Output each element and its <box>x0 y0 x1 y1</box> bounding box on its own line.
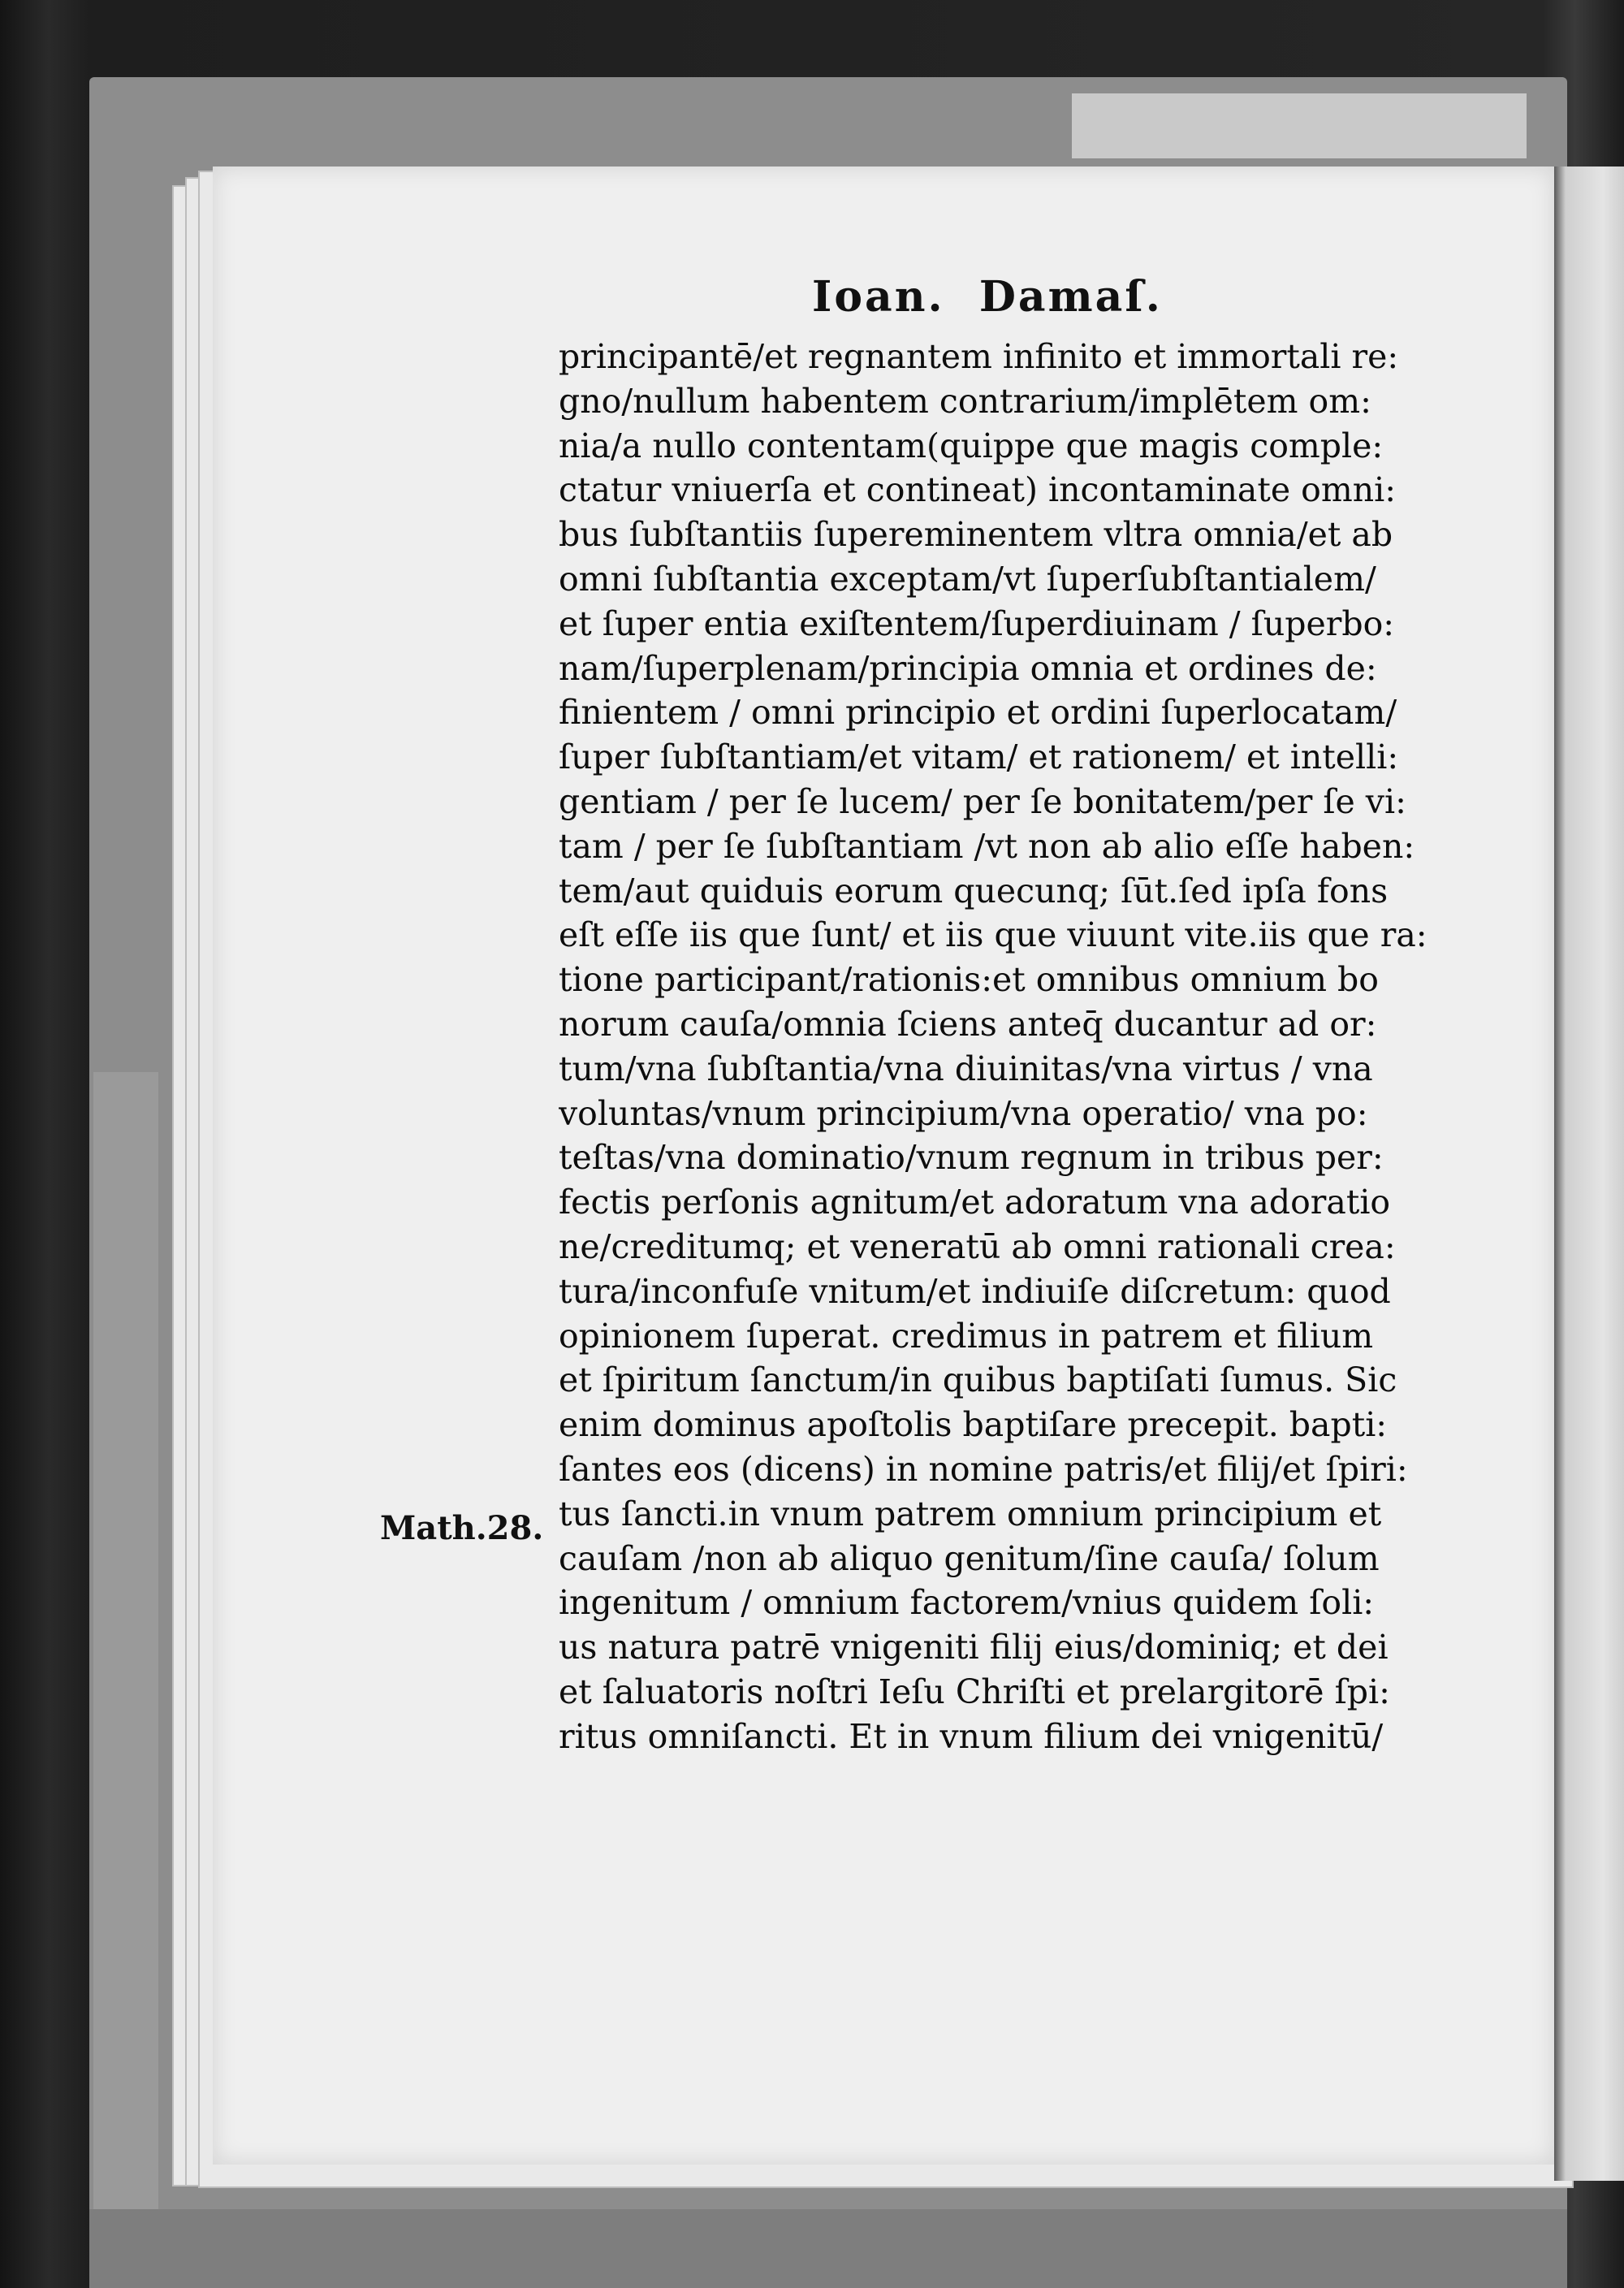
text-line: teſtas/vna dominatio/vnum regnum in tribus per: <box>559 1138 1384 1178</box>
cover-strip <box>1072 93 1527 158</box>
text-line: gentiam / per ſe lucem/ per ſe bonitatem/per ſe vi: <box>559 781 1406 821</box>
text-line: ne/creditumq; et veneratū ab omni rationali crea: <box>559 1226 1396 1266</box>
running-head: Ioan. Damaſ. <box>812 272 1163 322</box>
cover-bottom-edge <box>89 2209 1567 2288</box>
body-text <box>559 335 1460 1759</box>
text-line: et ſaluatoris noſtri Ieſu Chriſti et prelargitorē ſpi: <box>559 1672 1390 1711</box>
text-line: finientem / omni principio et ordini ſuperlocatam/ <box>559 693 1397 733</box>
text-line: fectis perſonis agnitum/et adoratum vna adoratio <box>559 1183 1391 1222</box>
text-line: principantē/et regnantem infinito et immortali re: <box>559 337 1399 376</box>
text-line: tione participant/rationis:et omnibus omnium bo <box>559 960 1379 1000</box>
text-line: bus ſubſtantiis ſupereminentem vltra omnia/et ab <box>559 515 1393 555</box>
text-line: ctatur vniuerſa et contineat) incontaminate omni: <box>559 470 1397 510</box>
text-line: ingenitum / omnium factorem/vnius quidem ſoli: <box>559 1583 1375 1623</box>
text-line: ſuper ſubſtantiam/et vitam/ et rationem/ et intelli: <box>559 737 1399 777</box>
text-line: omni ſubſtantia exceptam/vt ſuperſubſtantialem/ <box>559 559 1376 599</box>
text-line: nam/ſuperplenam/principia omnia et ordines de: <box>559 648 1377 688</box>
margin-note: Math.28. <box>380 1509 544 1547</box>
text-line: gno/nullum habentem contrarium/implētem om: <box>559 381 1371 421</box>
text-line: voluntas/vnum principium/vna operatio/ vna po: <box>559 1093 1368 1133</box>
text-line: tum/vna ſubſtantia/vna diuinitas/vna virtus / vna <box>559 1049 1373 1088</box>
text-line: et ſpiritum ſanctum/in quibus baptiſati ſumus. Sic <box>559 1360 1397 1400</box>
text-line: norum cauſa/omnia ſciens anteq̄ ducantur ad or: <box>559 1004 1377 1044</box>
text-line: us natura patrē vnigeniti filij eius/dominiq; et dei <box>559 1628 1389 1667</box>
text-line: enim dominus apoſtolis baptiſare precepit. bapti: <box>559 1405 1388 1445</box>
text-line: ſantes eos (dicens) in nomine patris/et filij/et ſpiri: <box>559 1449 1408 1489</box>
facing-page-edge <box>1554 167 1624 2181</box>
text-line: tam / per ſe ſubſtantiam /vt non ab alio eſſe haben: <box>559 826 1415 866</box>
text-line: ritus omniſancti. Et in vnum filium dei vnigenitū/ <box>559 1716 1384 1756</box>
cover-left-edge <box>93 1072 158 2282</box>
text-line: opinionem ſuperat. credimus in patrem et filium <box>559 1316 1374 1356</box>
text-line: et ſuper entia exiſtentem/ſuperdiuinam / ſuperbo: <box>559 603 1395 643</box>
text-line: tura/inconfuſe vnitum/et indiuiſe diſcretum: quod <box>559 1271 1391 1311</box>
text-line: tem/aut quiduis eorum quecunq; ſūt.ſed ipſa fons <box>559 871 1389 910</box>
text-line: cauſam /non ab aliquo genitum/ſine cauſa/ ſolum <box>559 1538 1380 1578</box>
text-line: nia/a nullo contentam(quippe que magis comple: <box>559 426 1384 465</box>
text-line: tus ſancti.in vnum patrem omnium principium et <box>559 1494 1382 1533</box>
text-line: eſt eſſe iis que ſunt/ et iis que viuunt vite.iis que ra: <box>559 915 1427 955</box>
